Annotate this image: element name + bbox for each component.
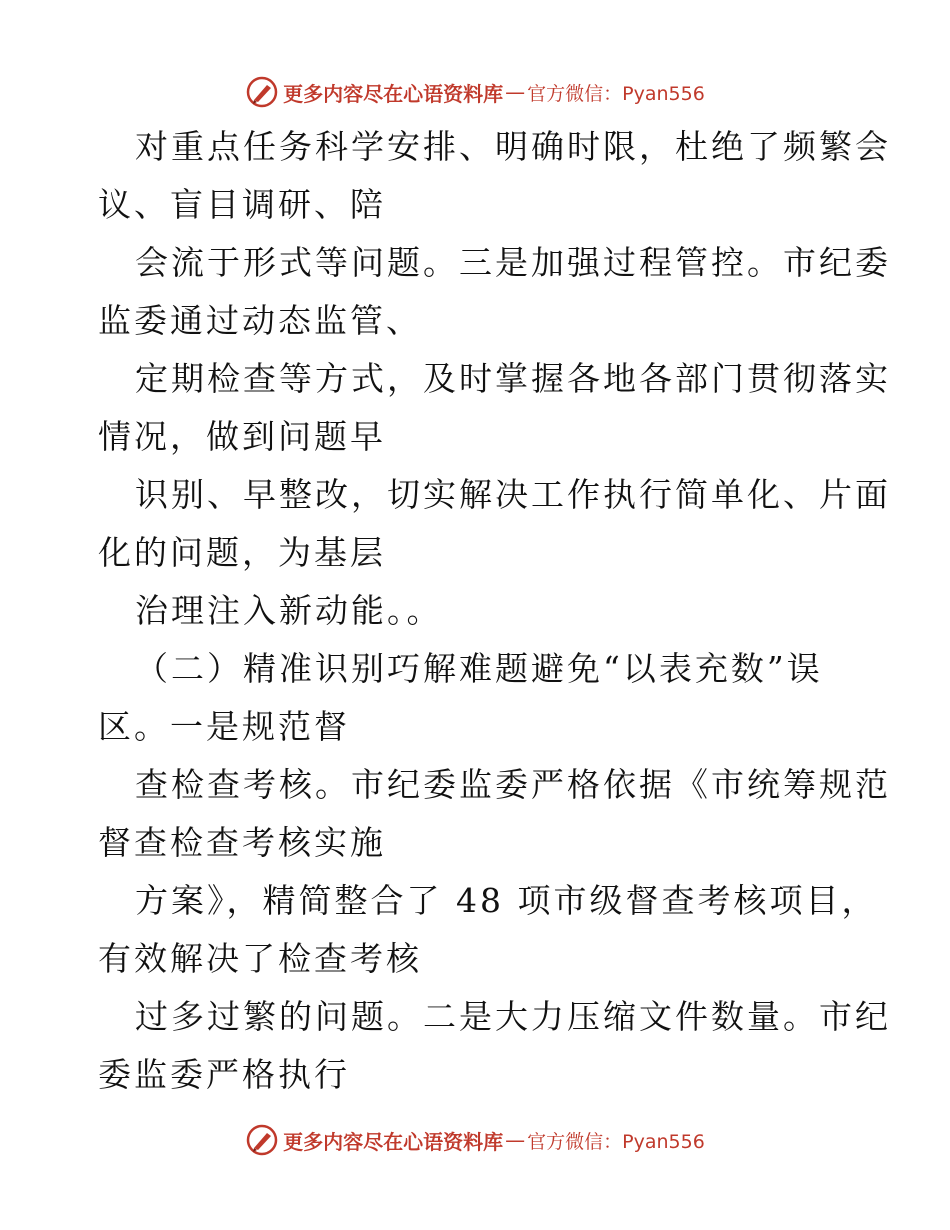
header-banner xyxy=(0,72,950,112)
text-line: 监委通过动态监管、 xyxy=(98,301,422,340)
text-line: 情况，做到问题早 xyxy=(98,417,386,456)
text-line: 治理注入新动能。。 xyxy=(135,591,443,630)
footer-banner-wechat: 官方微信：Pyan556 xyxy=(527,1130,705,1153)
text-line: 过多过繁的问题。二是大力压缩文件数量。市纪 xyxy=(135,997,891,1036)
text-line: 方案》，精简整合了 48 项市级督查考核项目， xyxy=(135,881,878,920)
text-line: 识别、早整改，切实解决工作执行简单化、片面 xyxy=(135,475,891,514)
pen-logo-icon xyxy=(245,1123,279,1157)
header-banner-separator: — xyxy=(505,80,526,104)
text-line: 对重点任务科学安排、明确时限，杜绝了频繁会 xyxy=(135,127,891,166)
text-line: 督查检查考核实施 xyxy=(98,823,386,862)
text-line: （二）精准识别巧解难题避免“以表充数”误 xyxy=(135,649,823,688)
footer-banner xyxy=(0,1120,950,1160)
footer-banner-main: 更多内容尽在心语资料库 xyxy=(283,1129,504,1154)
text-line: 区。一是规范督 xyxy=(98,707,350,746)
text-line: 查检查考核。市纪委监委严格依据《市统筹规范 xyxy=(135,765,891,804)
header-banner-main: 更多内容尽在心语资料库 xyxy=(283,81,504,106)
text-line: 议、盲目调研、陪 xyxy=(98,185,386,224)
header-banner-wechat: 官方微信：Pyan556 xyxy=(527,82,705,105)
pen-logo-icon xyxy=(245,75,279,109)
text-line: 有效解决了检查考核 xyxy=(98,939,422,978)
text-line: 会流于形式等问题。三是加强过程管控。市纪委 xyxy=(135,243,891,282)
text-line: 委监委严格执行 xyxy=(98,1055,350,1094)
text-line: 定期检查等方式，及时掌握各地各部门贯彻落实 xyxy=(135,359,891,398)
text-line: 化的问题，为基层 xyxy=(98,533,386,572)
document-body xyxy=(98,118,891,1104)
footer-banner-separator: — xyxy=(505,1128,526,1152)
